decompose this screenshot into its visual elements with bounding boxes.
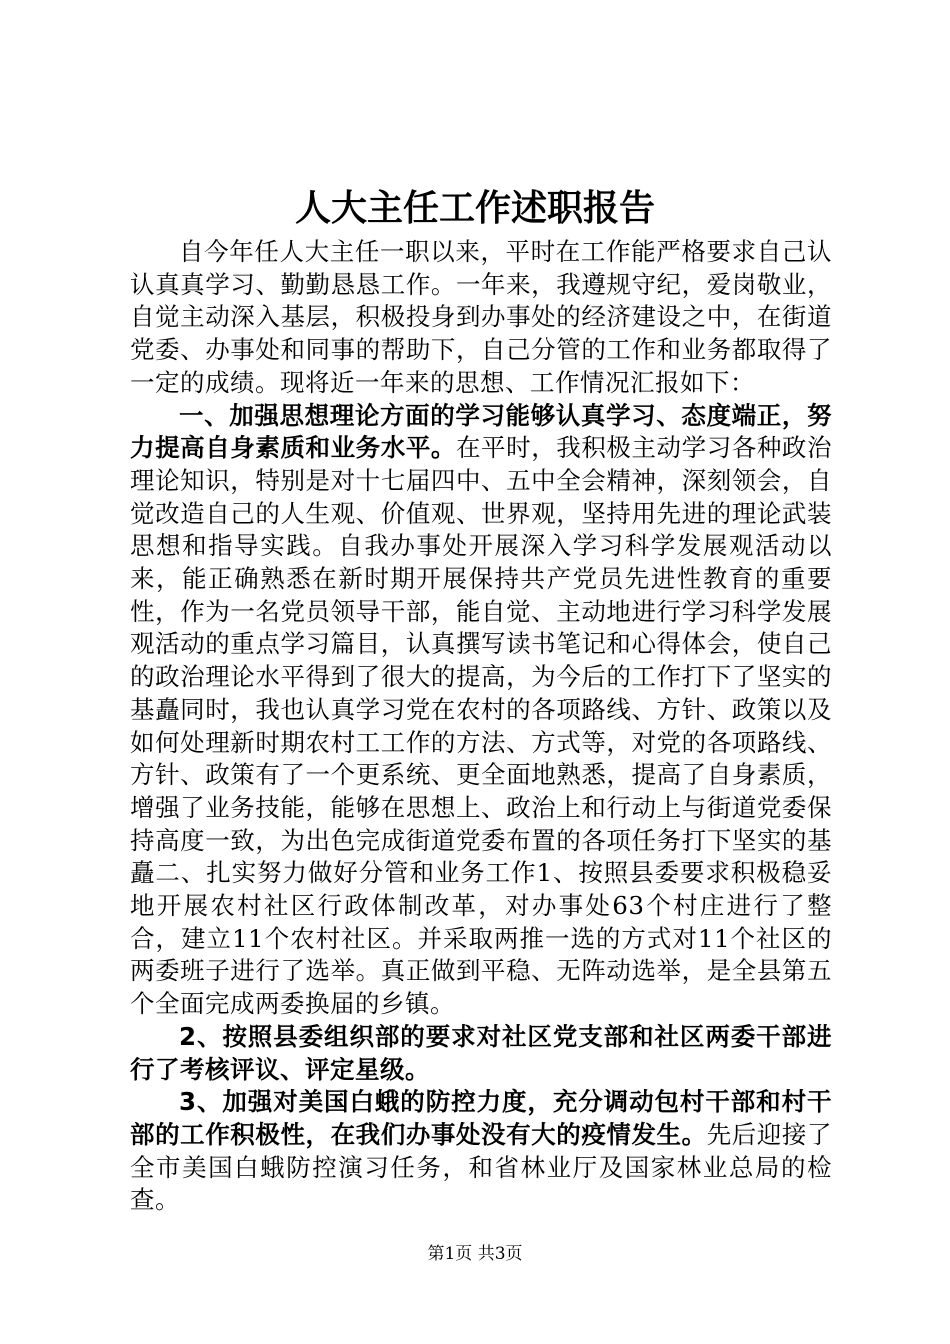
paragraph-section-one <box>130 400 832 1021</box>
paragraph-item-two <box>130 1021 832 1086</box>
paragraph-intro-text: 自今年任人大主任一职以来，平时在工作能严格要求自己认认真真学习、勤勤恳恳工作。一年来，我遵规守纪，爱岗敬业，自觉主动深入基层，积极投身到办事处的经济建设之中，在街道党委、办事处和同事的帮助下，自己分管的工作和业务都取得了一定的成绩。现将近一年来的思想、工作情况汇报如下： <box>130 237 832 397</box>
document-title: 人大主任工作述职报告 <box>294 187 655 229</box>
paragraph-section-one-heading: 一、加强思想理论方面的学习能够认真学习、态度端正，努力提高自身素质和业务水平。 <box>130 400 832 463</box>
paragraph-section-one-text: 在平时，我积极主动学习各种政治理论知识，特别是对十七届四中、五中全会精神，深刻领会，自觉改造自己的人生观、价值观、世界观，坚持用先进的理论武装思想和指导实践。自我办事处开展深入学习科学发展观活动以来，能正确熟悉在新时期开展保持共产党员先进性教育的重要性，作为一名党员领导干部，能自觉、主动地进行学习科学发展观活动的重点学习篇目，认真撰写读书笔记和心得体会，使自己的政治理论水平得到了很大的提高，为今后的工作打下了坚实的基矗同时，我也认真学习党在农村的各项路线、方针、政策以及如何处理新时期农村工工作的方法、方式等，对党的各项路线、方针、政策有了一个更系统、更全面地熟悉，提高了自身素质，增强了业务技能，能够在思想上、政治上和行动上与街道党委保持高度一致，为出色完成街道党委布置的各项任务打下坚实的基矗二、扎实努力做好分管和业务工作1、按照县委要求积极稳妥地开展农村社区行政体制改革，对办事处63个村庄进行了整合，建立11个农村社区。并采取两推一选的方式对11个社区的两委班子进行了选举。真正做到平稳、无阵动选举，是全县第五个全面完成两委换届的乡镇。 <box>130 433 833 1019</box>
page-number-footer: 第1页 共3页 <box>427 1244 523 1264</box>
paragraph-item-three-text: 先后迎接了全市美国白蛾防控演习任务，和省林业厅及国家林业总局的检查。 <box>130 1119 832 1215</box>
paragraph-intro <box>130 236 832 400</box>
paragraph-item-two-heading: 2、按照县委组织部的要求对社区党支部和社区两委干部进行了考核评议、评定星级。 <box>130 1021 832 1084</box>
paragraph-item-three-heading: 3、加强对美国白蛾的防控力度，充分调动包村干部和村干部的工作积极性，在我们办事处没有大的疫情发生。 <box>130 1087 832 1149</box>
document-body <box>130 236 832 1217</box>
paragraph-item-three <box>130 1086 832 1217</box>
